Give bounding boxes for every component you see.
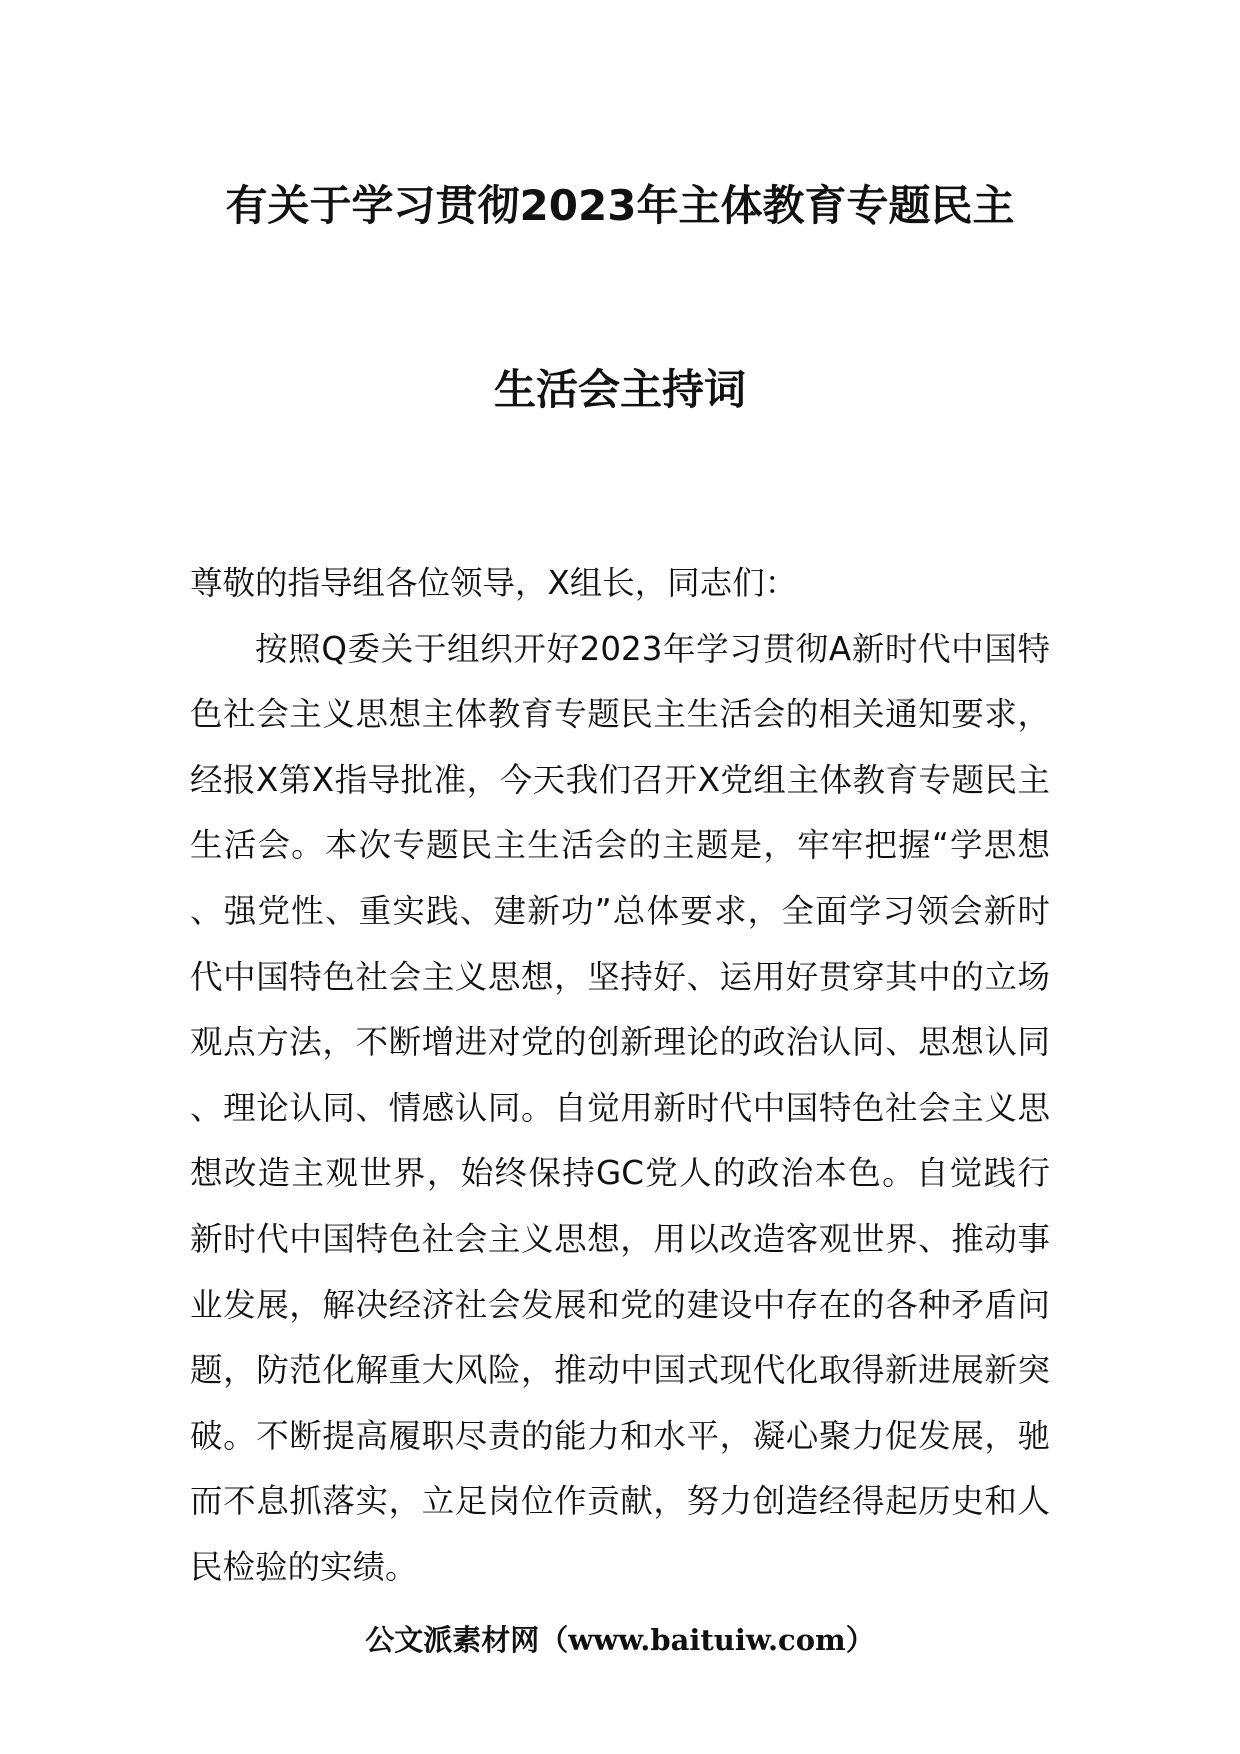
document-body <box>190 551 1050 1601</box>
document-title-line-1: 有关于学习贯彻2023年主体教育专题民主 <box>225 181 1015 230</box>
footer-watermark-text: 公文派素材网（www.baituiw.com） <box>365 1623 875 1657</box>
document-title-line-2: 生活会主持词 <box>493 365 746 414</box>
body-paragraph: 按照Q委关于组织开好2023年学习贯彻A新时代中国特色社会主义思想主体教育专题民主生活会的相关通知要求，经报X第X指导批准，今天我们召开X党组主体教育专题民主生活会。本次专题民主生活会的主题是，牢牢把握“学思想、强党性、重实践、建新功”总体要求，全面学习领会新时代中国特色社会主义思想，坚持好、运用好贯穿其中的立场观点方法，不断增进对党的创新理论的政治认同、思想认同、理论认同、情感认同。自觉用新时代中国特色社会主义思想改造主观世界，始终保持GC党人的政治本色。自觉践行新时代中国特色社会主义思想，用以改造客观世界、推动事业发展，解决经济社会发展和党的建设中存在的各种矛盾问题，防范化解重大风险，推动中国式现代化取得新进展新突破。不断提高履职尽责的能力和水平，凝心聚力促发展，驰而不息抓落实，立足岗位作贡献，努力创造经得起历史和人民检验的实绩。 <box>190 629 1050 1586</box>
salutation: 尊敬的指导组各位领导，X组长，同志们： <box>190 564 798 602</box>
